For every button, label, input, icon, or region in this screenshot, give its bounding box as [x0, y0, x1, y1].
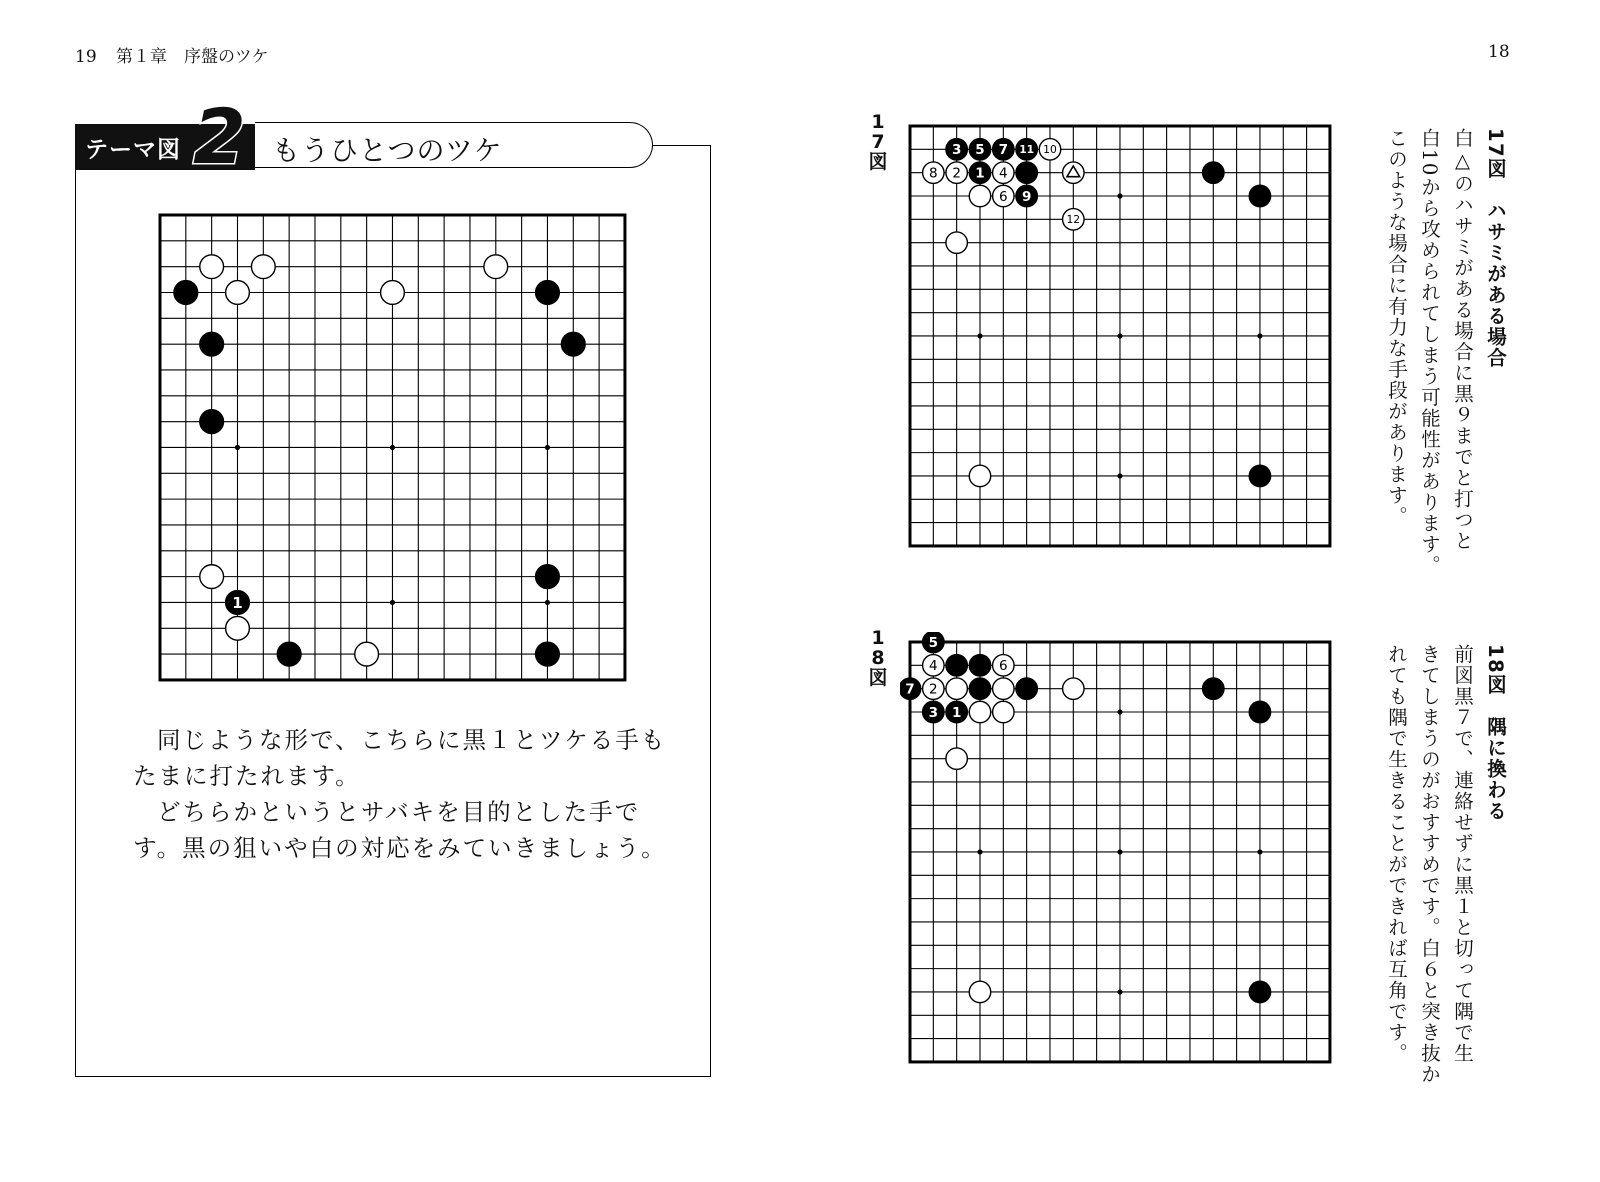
- white-stone: [226, 281, 250, 305]
- move-number: 6: [999, 188, 1008, 205]
- theme-number: 2: [193, 92, 246, 181]
- white-stone: [969, 981, 990, 1002]
- theme-go-board: [150, 205, 636, 691]
- star-point: [545, 600, 550, 605]
- black-stone: [277, 642, 301, 666]
- figure17-caption-line: 白10から攻められてしまう可能性があります。: [1418, 128, 1441, 576]
- tab-connector-line: [653, 145, 711, 146]
- star-point: [235, 445, 240, 450]
- white-stone: [200, 565, 224, 589]
- white-stone: [200, 255, 224, 279]
- black-stone: [200, 410, 224, 434]
- white-stone: [993, 678, 1014, 699]
- move-number: 7: [905, 681, 915, 698]
- black-stone: [536, 281, 560, 305]
- figure17-caption-line: 白△のハサミがある場合に黒９までと打つと: [1451, 128, 1474, 552]
- black-stone: [200, 332, 224, 356]
- star-point: [1257, 849, 1262, 854]
- move-number: 1: [951, 704, 962, 721]
- white-stone: [969, 185, 990, 206]
- black-stone: [1016, 162, 1037, 183]
- figure18-caption-heading: 18図 隅に換わる: [1484, 644, 1507, 822]
- black-stone: [1203, 678, 1224, 699]
- black-stone: [1249, 185, 1270, 206]
- white-stone: [946, 232, 967, 253]
- black-stone: [1249, 701, 1270, 722]
- black-stone: [1249, 981, 1270, 1002]
- black-stone: [1016, 678, 1037, 699]
- move-number: 1: [975, 165, 985, 182]
- figure17-caption-heading: 17図 ハサミがある場合: [1484, 128, 1507, 369]
- white-stone: [969, 465, 990, 486]
- move-number: 7: [998, 142, 1009, 159]
- white-stone: [1063, 678, 1084, 699]
- white-stone: [484, 255, 508, 279]
- move-number: 4: [999, 165, 1008, 182]
- star-point: [977, 333, 982, 338]
- figure18-caption: [1380, 644, 1512, 1094]
- move-number: 3: [928, 704, 939, 721]
- theme-heading: [75, 92, 653, 181]
- star-point: [1117, 333, 1122, 338]
- move-number: 6: [999, 658, 1008, 675]
- chapter-title: 第１章 序盤のツケ: [116, 47, 269, 67]
- figure17-label-text: 17図: [868, 111, 888, 173]
- star-point: [1257, 333, 1262, 338]
- page-number-right: 18: [1488, 42, 1510, 62]
- theme-description: [133, 722, 673, 866]
- star-point: [977, 849, 982, 854]
- figure17-go-board: [900, 116, 1340, 556]
- figure17-caption-line: このような場合に有力な手段があります。: [1385, 128, 1408, 527]
- page-number-left: 19: [75, 47, 97, 67]
- figure18-label: [866, 628, 890, 688]
- theme-text-line: たまに打たれます。: [133, 762, 361, 790]
- white-stone: [251, 255, 275, 279]
- move-number: 1: [232, 593, 243, 612]
- move-number: 8: [929, 165, 938, 182]
- running-header: [75, 42, 269, 67]
- move-number: 5: [975, 142, 985, 159]
- star-point: [1117, 473, 1122, 478]
- move-number: 12: [1066, 213, 1081, 227]
- move-number: 11: [1019, 143, 1035, 157]
- figure18-caption-line: 前図黒７で、連絡せずに黒１と切って隅で生: [1451, 644, 1474, 1064]
- black-stone: [1203, 162, 1224, 183]
- star-point: [1117, 709, 1122, 714]
- black-stone: [946, 655, 967, 676]
- black-stone: [1249, 465, 1270, 486]
- figure17-caption: [1380, 128, 1512, 578]
- move-number: 2: [929, 681, 938, 698]
- star-point: [1117, 193, 1122, 198]
- star-point: [390, 600, 395, 605]
- theme-tab-label: テーマ図: [85, 137, 181, 163]
- black-stone: [561, 332, 585, 356]
- move-number: 2: [952, 165, 961, 182]
- theme-text-line: す。黒の狙いや白の対応をみていきましょう。: [133, 834, 667, 862]
- theme-title: もうひとつのツケ: [272, 134, 503, 167]
- star-point: [1117, 989, 1122, 994]
- figure17-label: [866, 112, 890, 172]
- black-stone: [536, 642, 560, 666]
- theme-text-line: 同じような形で、こちらに黒１とツケる手も: [157, 726, 667, 754]
- white-stone: [381, 281, 405, 305]
- star-point: [1117, 849, 1122, 854]
- black-stone: [536, 565, 560, 589]
- black-stone: [174, 281, 198, 305]
- white-stone: [993, 701, 1014, 722]
- figure18-go-board: [900, 632, 1340, 1072]
- white-stone: [946, 678, 967, 699]
- white-stone: [226, 616, 250, 640]
- move-number: 10: [1043, 143, 1057, 157]
- theme-text-line: どちらかというとサバキを目的とした手で: [157, 798, 641, 826]
- black-stone: [969, 678, 990, 699]
- move-number: 5: [928, 634, 939, 651]
- star-point: [545, 445, 550, 450]
- figure18-label-text: 18図: [868, 627, 888, 689]
- move-number: 3: [951, 142, 962, 159]
- move-number: 9: [1021, 188, 1032, 205]
- star-point: [390, 445, 395, 450]
- white-stone: [969, 701, 990, 722]
- white-stone: [946, 748, 967, 769]
- white-stone: [355, 642, 379, 666]
- figure18-caption-line: れても隅で生きることができれば互角です。: [1385, 644, 1408, 1064]
- move-number: 4: [929, 658, 938, 675]
- black-stone: [969, 655, 990, 676]
- figure18-caption-line: きてしまうのがおすすめです。白６と突き抜か: [1418, 644, 1441, 1085]
